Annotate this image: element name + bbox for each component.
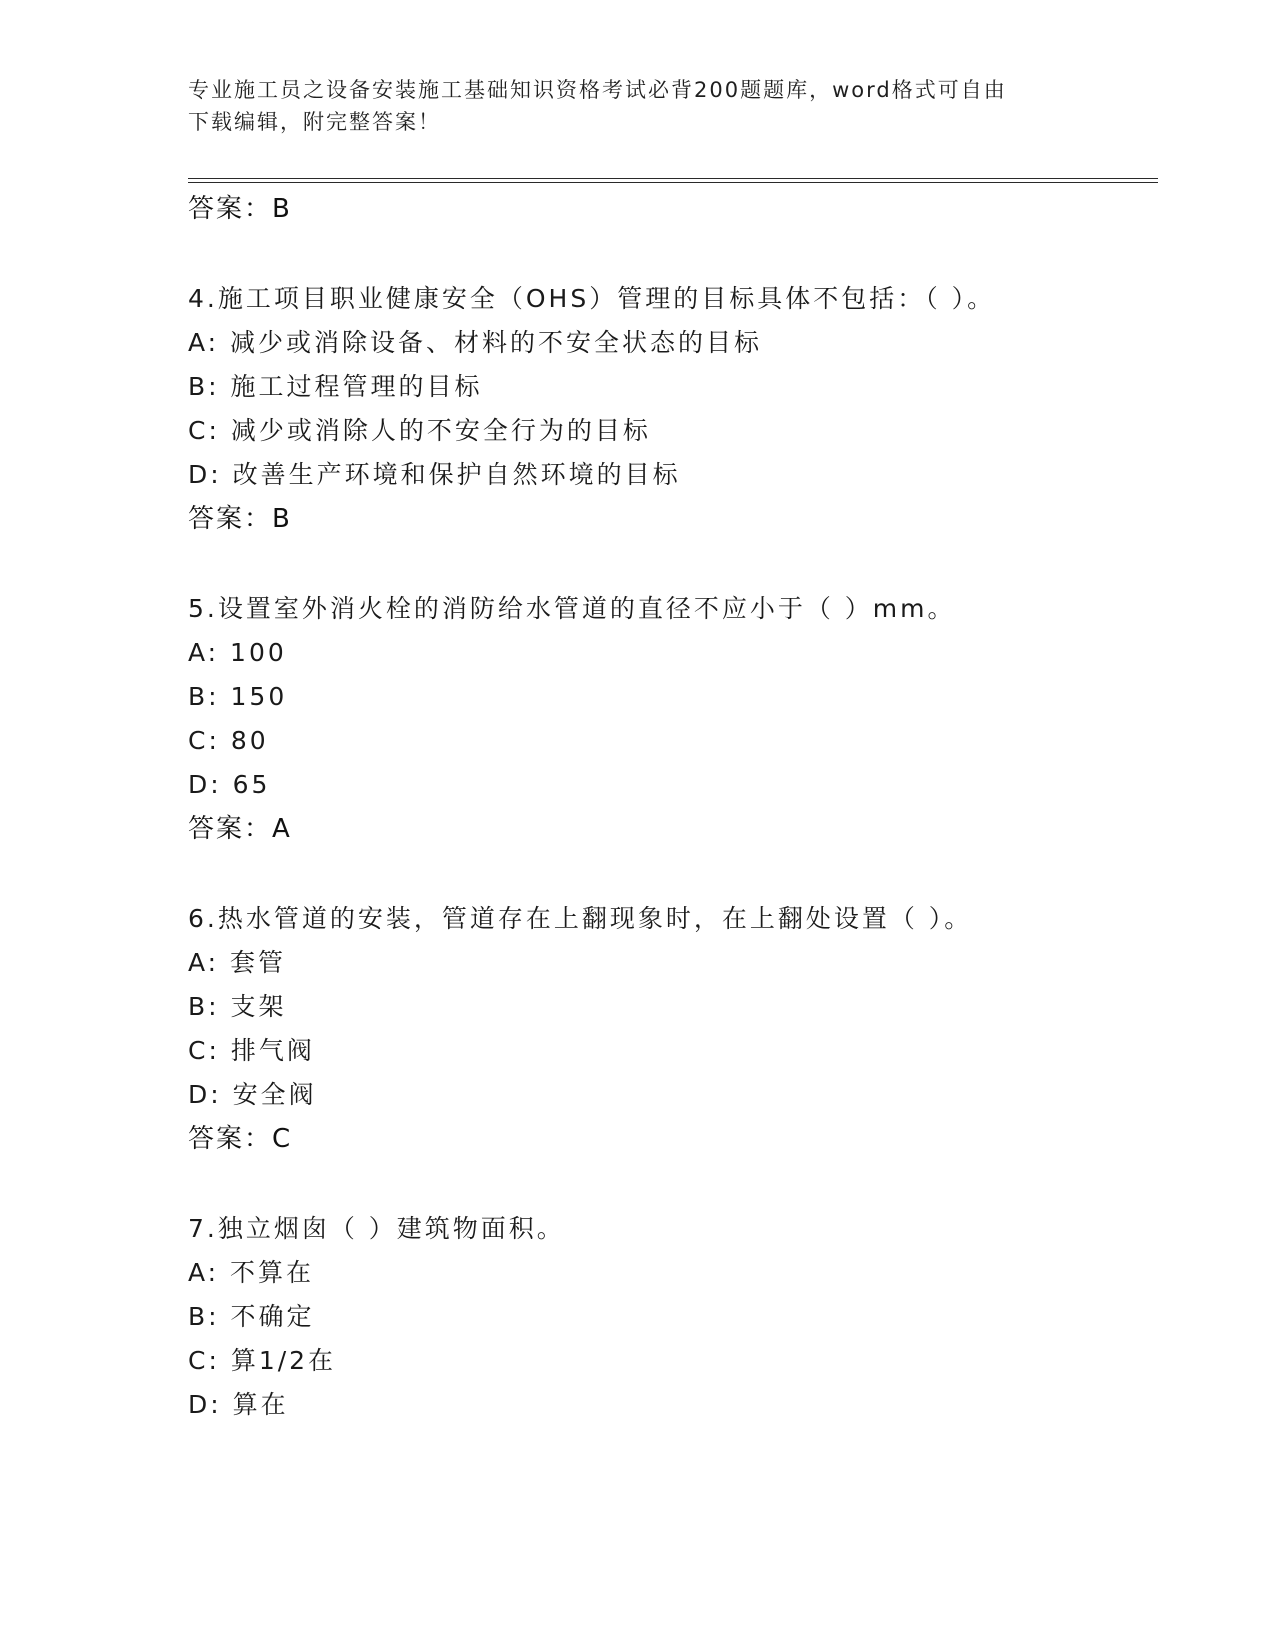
header-line-1: 专业施工员之设备安装施工基础知识资格考试必背200题题库，word格式可自由: [188, 78, 1007, 102]
question-6-answer: 答案：C: [188, 1124, 293, 1154]
question-6-option-a: A: 套管: [188, 948, 287, 977]
question-6-stem: 6.热水管道的安装，管道存在上翻现象时，在上翻处设置（ ）。: [188, 904, 973, 933]
question-7-option-c: C: 算1/2在: [188, 1346, 337, 1375]
question-6-option-d: D: 安全阀: [188, 1080, 317, 1109]
question-5-option-a: A: 100: [188, 638, 287, 667]
answer-line: 答案：B: [188, 194, 292, 224]
question-7-option-a: A: 不算在: [188, 1258, 315, 1287]
question-6-option-c: C: 排气阀: [188, 1036, 315, 1065]
header-divider-top: [188, 178, 1158, 179]
header-line-2: 下载编辑，附完整答案！: [188, 110, 441, 134]
question-5-option-d: D: 65: [188, 770, 271, 799]
question-4-answer: 答案：B: [188, 504, 292, 534]
document-header: [188, 74, 1078, 138]
question-5-option-c: C: 80: [188, 726, 269, 755]
question-5-answer: 答案：A: [188, 814, 292, 844]
question-4-option-a: A: 减少或消除设备、材料的不安全状态的目标: [188, 328, 763, 357]
question-4-option-c: C: 减少或消除人的不安全行为的目标: [188, 416, 651, 445]
question-7-stem: 7.独立烟囱（ ）建筑物面积。: [188, 1214, 565, 1243]
question-4-option-d: D: 改善生产环境和保护自然环境的目标: [188, 460, 681, 489]
question-5-option-b: B: 150: [188, 682, 288, 711]
question-6-option-b: B: 支架: [188, 992, 287, 1021]
question-4-option-b: B: 施工过程管理的目标: [188, 372, 483, 401]
question-7-option-d: D: 算在: [188, 1390, 289, 1419]
question-7-option-b: B: 不确定: [188, 1302, 315, 1331]
question-4-stem: 4.施工项目职业健康安全（OHS）管理的目标具体不包括：（ ）。: [188, 284, 996, 313]
question-5-stem: 5.设置室外消火栓的消防给水管道的直径不应小于（ ）mm。: [188, 594, 956, 623]
header-divider-bottom: [188, 182, 1158, 183]
